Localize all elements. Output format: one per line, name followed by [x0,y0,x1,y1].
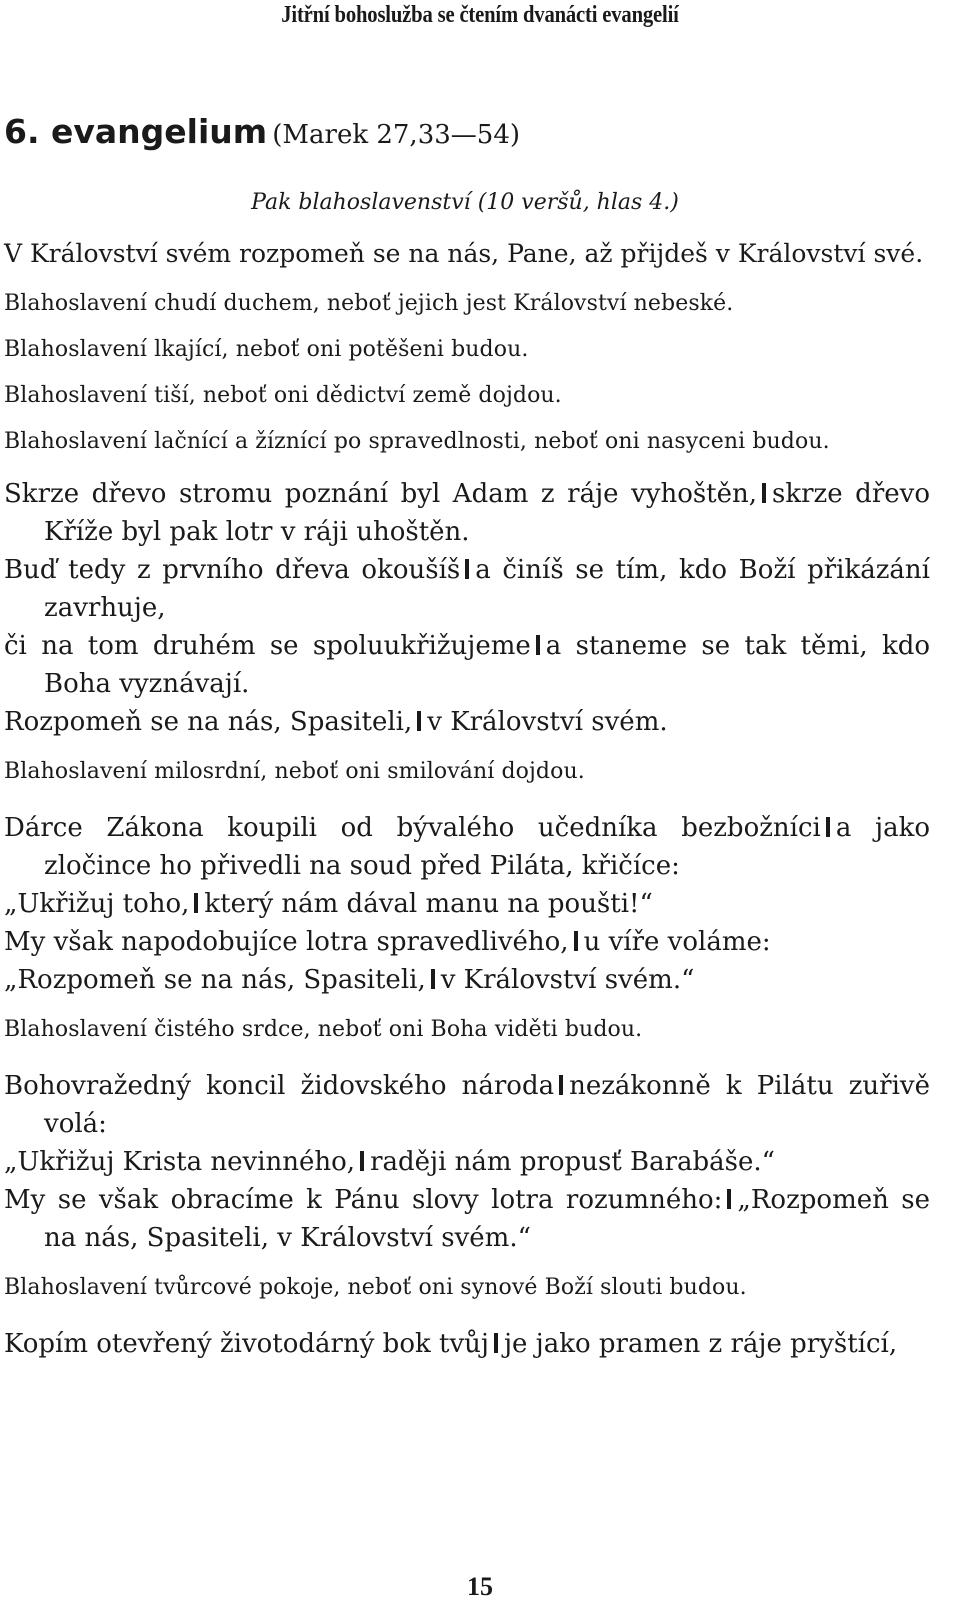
line-part: je jako pramen z ráje pryštící, [503,1329,898,1359]
troparion-line [4,475,930,551]
troparion-line [4,923,930,961]
line-part: a činíš se tím, kdo Boží přikázání zavrhuje, [44,555,930,623]
chant-divider-mark [417,711,421,731]
chant-divider-mark [727,1189,731,1209]
line-part: nezákonně k Pilátu zuřivě volá: [44,1071,930,1139]
troparion-line [4,1325,930,1363]
line-part: „Ukřižuj Krista nevinného, [4,1147,356,1177]
line-part: „Ukřižuj toho, [4,889,190,919]
troparion-line [4,809,930,885]
line-part: My však napodobujíce lotra spravedlivého, [4,927,569,957]
troparion-line [4,627,930,703]
troparion-line [4,1143,930,1181]
line-part: či na tom druhém se spoluukřižujeme [4,631,531,661]
line-part: „Rozpomeň se na nás, Spasiteli, [4,965,426,995]
line-part: Rozpomeň se na nás, Spasiteli, [4,707,413,737]
rubric-subtitle: Pak blahoslavenství (10 veršů, hlas 4.) [251,190,679,215]
troparion-line [4,1181,930,1257]
line-part: a jako zločince ho přivedli na soud před Piláta, křičíce: [44,813,930,881]
troparion-line [4,885,930,923]
chant-divider-mark [431,969,435,989]
chant-divider-mark [465,559,469,579]
page-number: 15 [467,1572,493,1601]
line-part: My se však obracíme k Pánu slovy lotra rozumného: [4,1185,723,1215]
beatitude-verse: Blahoslavení lačnící a žíznící po spravedlnosti, neboť oni nasyceni budou. [4,429,830,454]
chant-divider-mark [536,635,540,655]
line-part: u víře voláme: [583,927,771,957]
line-part: „Rozpomeň se na nás, Spasiteli, v Království svém.“ [44,1185,930,1253]
line-part: skrze dřevo Kříže byl pak lotr v ráji uhoštěn. [44,479,930,547]
line-part: raději nám propusť Barabáše.“ [370,1147,775,1177]
troparion-line [4,551,930,627]
line-part: Kopím otevřený životodárný bok tvůj [4,1329,489,1359]
section-title [4,112,520,151]
line-part: Buď tedy z prvního dřeva okoušíš [4,555,461,585]
chant-divider-mark [494,1333,498,1353]
troparion-line [4,1067,930,1143]
chant-divider-mark [194,893,198,913]
beatitude-verse: Blahoslavení milosrdní, neboť oni smilování dojdou. [4,759,585,784]
chant-divider-mark [559,1075,563,1095]
scripture-reference: (Marek 27,33—54) [272,120,521,150]
beatitude-verse: Blahoslavení tiší, neboť oni dědictví země dojdou. [4,383,562,408]
line-part: Dárce Zákona koupili od bývalého učedníka bezbožníci [4,813,821,843]
beatitude-verse: Blahoslavení chudí duchem, neboť jejich jest Království nebeské. [4,291,734,316]
line-part: a staneme se tak těmi, kdo Boha vyznávají. [44,631,930,699]
beatitude-verse: Blahoslavení lkající, neboť oni potěšeni budou. [4,337,529,362]
chant-divider-mark [762,483,766,503]
troparion-line [4,961,930,999]
line-part: v Království svém. [427,707,668,737]
chant-divider-mark [826,817,830,837]
chant-divider-mark [360,1151,364,1171]
running-header: Jitřní bohoslužba se čtením dvanácti evangelií [281,2,679,28]
refrain: V Království svém rozpomeň se na nás, Pane, až přijdeš v Království své. [4,239,924,268]
title-main: 6. evangelium [4,112,268,151]
liturgical-text [4,235,930,1363]
beatitude-verse: Blahoslavení čistého srdce, neboť oni Boha viděti budou. [4,1017,643,1042]
line-part: který nám dával manu na poušti!“ [204,889,653,919]
troparion-line [4,703,930,741]
line-part: Bohovražedný koncil židovského národa [4,1071,555,1101]
line-part: Skrze dřevo stromu poznání byl Adam z ráje vyhoštěn, [4,479,758,509]
chant-divider-mark [574,931,578,951]
beatitude-verse: Blahoslavení tvůrcové pokoje, neboť oni synové Boží slouti budou. [4,1275,747,1300]
line-part: v Království svém.“ [440,965,695,995]
